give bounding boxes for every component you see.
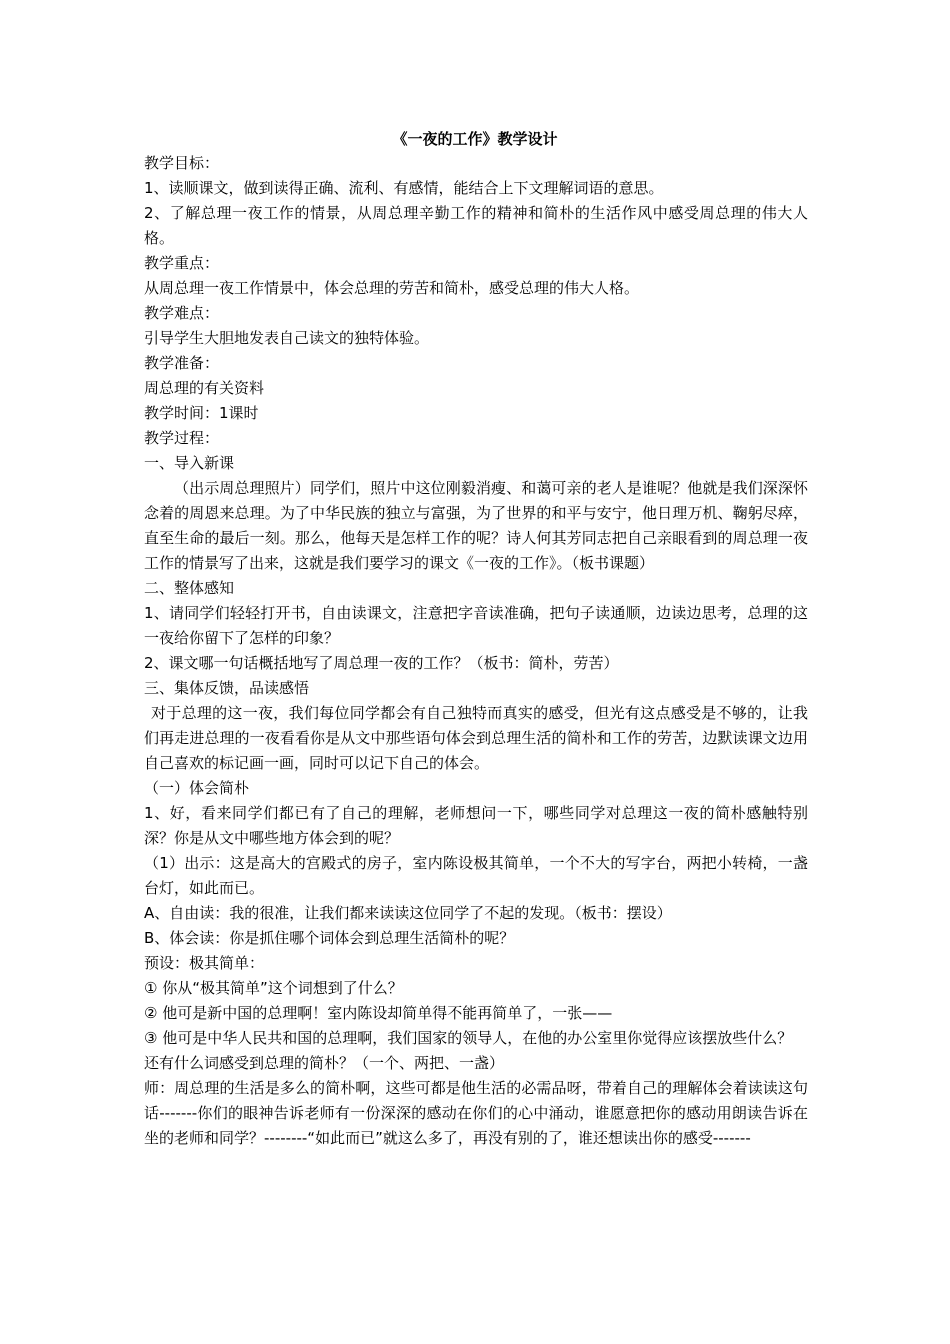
- preset-item-2: ② 他可是新中国的总理啊！室内陈设却简单得不能再简单了，一张——: [144, 1004, 613, 1022]
- preparation-text: 周总理的有关资料: [144, 379, 265, 397]
- reading-step-a: A、自由读：我的很准，让我们都来读读这位同学了不起的发现。（板书：摆设）: [144, 904, 672, 922]
- section-3-heading: 三、集体反馈，品读感悟: [144, 679, 310, 697]
- heading-process: 教学过程：: [144, 429, 220, 447]
- teaching-time: 教学时间：1课时: [144, 404, 259, 422]
- section-3-paragraph: 对于总理的这一夜，我们每位同学都会有自己独特而真实的感受，但光有这点感受是不够的，让我们再走进总理的一夜看看你是从文中那些语句体会到总理生活的简朴和工作的劳苦，边默读课文边用自己喜欢的标记画一画，同时可以记下自己的体会。: [144, 704, 808, 772]
- section-2-item-2: 2、课文哪一句话概括地写了周总理一夜的工作？（板书：简朴，劳苦）: [144, 654, 619, 672]
- heading-difficulties: 教学难点：: [144, 304, 220, 322]
- subsection-quote-1: （1）出示：这是高大的宫殿式的房子，室内陈设极其简单，一个不大的写字台，两把小转椅，一盏台灯，如此而已。: [144, 854, 808, 897]
- more-words-question: 还有什么词感受到总理的简朴？（一个、两把、一盏）: [144, 1054, 505, 1072]
- document-body: [144, 151, 808, 1151]
- teacher-guidance: 师：周总理的生活是多么的简朴啊，这些可都是他生活的必需品呀，带着自己的理解体会着读读这句话-------你们的眼神告诉老师有一份深深的感动在你们的心中涌动，谁愿意把你的感动用朗读告诉在坐的老师和同学？--------“如此而已”就这么多了，再没有别的了，谁还想读出你的感受-------: [144, 1079, 808, 1147]
- key-points-text: 从周总理一夜工作情景中，体会总理的劳苦和简朴，感受总理的伟大人格。: [144, 279, 640, 297]
- section-2-heading: 二、整体感知: [144, 579, 235, 597]
- section-1-heading: 一、导入新课: [144, 454, 235, 472]
- document-title: 《一夜的工作》教学设计: [392, 130, 558, 148]
- preset-item-3: ③ 他可是中华人民共和国的总理啊，我们国家的领导人，在他的办公室里你觉得应该摆放些什么？: [144, 1029, 793, 1047]
- subsection-item-1: 1、好，看来同学们都已有了自己的理解，老师想问一下，哪些同学对总理这一夜的简朴感触特别深？你是从文中哪些地方体会到的呢？: [144, 804, 808, 847]
- preset-heading: 预设：极其简单：: [144, 954, 265, 972]
- goal-item-2: 2、了解总理一夜工作的情景，从周总理辛勤工作的精神和简朴的生活作风中感受周总理的伟大人格。: [144, 204, 808, 247]
- subsection-simplicity-heading: （一）体会简朴: [144, 779, 250, 797]
- section-1-paragraph: （出示周总理照片）同学们，照片中这位刚毅消瘦、和蔼可亲的老人是谁呢？他就是我们深深怀念着的周恩来总理。为了中华民族的独立与富强，为了世界的和平与安宁，他日理万机、鞠躬尽瘁，直至生命的最后一刻。那么，他每天是怎样工作的呢？诗人何其芳同志把自己亲眼看到的周总理一夜工作的情景写了出来，这就是我们要学习的课文《一夜的工作》。（板书课题）: [144, 479, 808, 572]
- section-2-item-1: 1、请同学们轻轻打开书，自由读课文，注意把字音读准确，把句子读通顺，边读边思考，总理的这一夜给你留下了怎样的印象？: [144, 604, 808, 647]
- goal-item-1: 1、读顺课文，做到读得正确、流利、有感情，能结合上下文理解词语的意思。: [144, 179, 664, 197]
- heading-preparation: 教学准备：: [144, 354, 220, 372]
- reading-step-b: B、体会读：你是抓住哪个词体会到总理生活简朴的呢？: [144, 929, 515, 947]
- difficulties-text: 引导学生大胆地发表自己读文的独特体验。: [144, 329, 430, 347]
- heading-key-points: 教学重点：: [144, 254, 220, 272]
- heading-teaching-goals: 教学目标：: [144, 154, 220, 172]
- preset-item-1: ① 你从“极其简单”这个词想到了什么？: [144, 979, 403, 997]
